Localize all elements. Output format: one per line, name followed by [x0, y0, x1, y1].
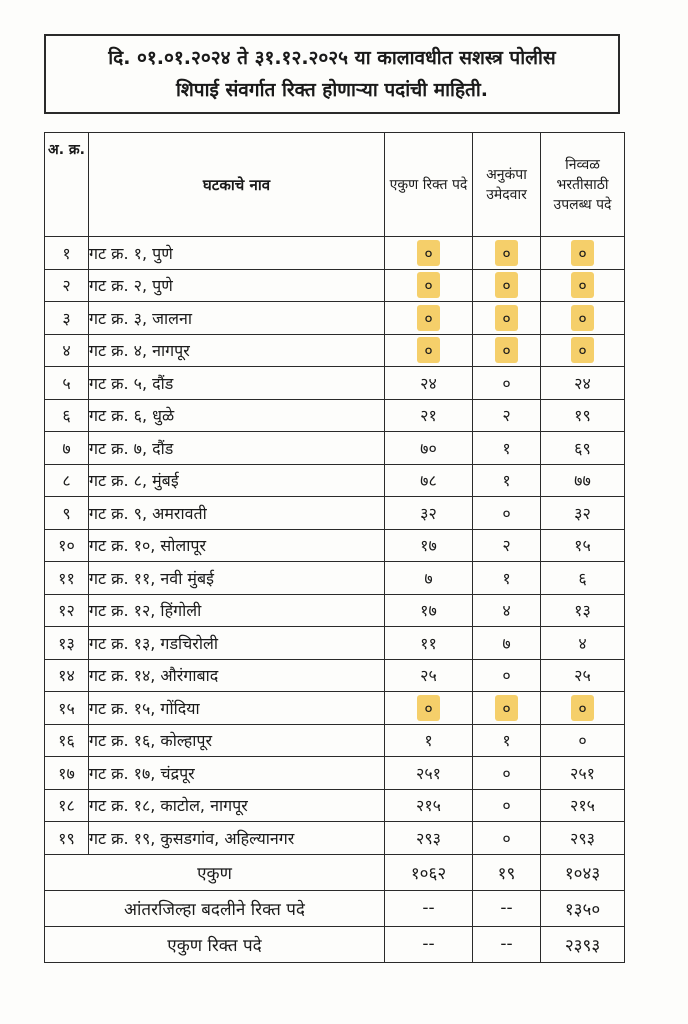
row-unit-name-cell-value: गट क्र. ५, दौंड — [89, 373, 174, 393]
table-row — [45, 529, 625, 562]
row-anukampa-cell — [473, 724, 541, 757]
row-total-cell — [385, 692, 473, 725]
row-unit-name-cell-value: गट क्र. ३, जालना — [89, 308, 192, 328]
row-total-cell — [385, 627, 473, 660]
row-sr-cell — [45, 269, 89, 302]
row-anukampa-cell — [473, 464, 541, 497]
row-net-cell-value: ० — [571, 695, 593, 721]
row-total-cell — [385, 464, 473, 497]
row-anukampa-cell-value: ० — [502, 666, 511, 686]
summary-net-cell: १०४३ — [541, 854, 625, 890]
row-sr-cell-value: १८ — [58, 796, 75, 816]
row-unit-name-cell-value: गट क्र. १८, काटोल, नागपूर — [89, 796, 248, 816]
row-total-cell — [385, 237, 473, 270]
row-unit-name-cell — [89, 594, 385, 627]
row-anukampa-cell-value: १ — [502, 731, 511, 751]
row-sr-cell-value: १ — [62, 243, 71, 263]
row-anukampa-cell-value: ० — [502, 828, 511, 848]
row-anukampa-cell-value: ० — [495, 305, 517, 331]
row-total-cell — [385, 399, 473, 432]
summary-net-cell: १३५० — [541, 890, 625, 926]
row-net-cell-value: ० — [571, 272, 593, 298]
row-net-cell-value: ४ — [578, 633, 587, 653]
row-unit-name-cell-value: गट क्र. १६, कोल्हापूर — [89, 731, 213, 751]
table-row — [45, 302, 625, 335]
row-net-cell — [541, 692, 625, 725]
row-anukampa-cell — [473, 432, 541, 465]
row-total-cell — [385, 529, 473, 562]
row-unit-name-cell — [89, 334, 385, 367]
row-unit-name-cell-value: गट क्र. १७, चंद्रपूर — [89, 763, 195, 783]
row-sr-cell-value: ४ — [62, 341, 71, 361]
summary-anukampa-cell: १९ — [473, 854, 541, 890]
row-anukampa-cell-value: ० — [495, 240, 517, 266]
row-anukampa-cell-value: ० — [495, 272, 517, 298]
row-net-cell — [541, 237, 625, 270]
row-anukampa-cell-value: ० — [495, 337, 517, 363]
row-unit-name-cell-value: गट क्र. १९, कुसडगांव, अहिल्यानगर — [89, 828, 295, 848]
row-total-cell — [385, 757, 473, 790]
row-net-cell-value: २४ — [574, 373, 591, 393]
row-anukampa-cell-value: १ — [502, 438, 511, 458]
row-net-cell-value: ० — [571, 305, 593, 331]
row-unit-name-cell — [89, 789, 385, 822]
row-sr-cell — [45, 529, 89, 562]
row-total-cell — [385, 432, 473, 465]
row-unit-name-cell — [89, 367, 385, 400]
row-unit-name-cell-value: गट क्र. ४, नागपूर — [89, 341, 190, 361]
row-anukampa-cell-value: ७ — [502, 633, 511, 653]
table-row — [45, 594, 625, 627]
row-anukampa-cell-value: २ — [502, 536, 511, 556]
row-sr-cell — [45, 334, 89, 367]
row-sr-cell-value: ८ — [62, 471, 71, 491]
table-row — [45, 724, 625, 757]
row-total-cell — [385, 594, 473, 627]
row-anukampa-cell-value: ० — [502, 763, 511, 783]
row-net-cell-value: २९३ — [570, 828, 595, 848]
row-total-cell-value: ३२ — [420, 503, 437, 523]
row-anukampa-cell — [473, 789, 541, 822]
row-anukampa-cell-value: ० — [495, 695, 517, 721]
row-net-cell-value: ० — [571, 240, 593, 266]
table-row — [45, 334, 625, 367]
row-total-cell-value: २९३ — [416, 828, 441, 848]
row-total-cell-value: १ — [424, 731, 433, 751]
row-sr-cell — [45, 237, 89, 270]
row-total-cell-value: १७ — [420, 536, 437, 556]
row-sr-cell-value: १४ — [58, 666, 75, 686]
row-total-cell-value: २५१ — [416, 763, 441, 783]
row-anukampa-cell — [473, 692, 541, 725]
row-sr-cell-value: ९ — [62, 503, 71, 523]
table-row — [45, 399, 625, 432]
row-net-cell — [541, 432, 625, 465]
row-anukampa-cell — [473, 497, 541, 530]
row-net-cell-value: ० — [571, 337, 593, 363]
row-sr-cell — [45, 659, 89, 692]
row-total-cell-value: २१ — [420, 406, 437, 426]
row-total-cell — [385, 367, 473, 400]
row-sr-cell — [45, 822, 89, 855]
table-row — [45, 789, 625, 822]
row-total-cell-value: २१५ — [416, 796, 441, 816]
row-sr-cell — [45, 789, 89, 822]
row-sr-cell — [45, 627, 89, 660]
row-net-cell — [541, 497, 625, 530]
table-row — [45, 464, 625, 497]
row-total-cell-value: ११ — [420, 633, 437, 653]
row-unit-name-cell — [89, 822, 385, 855]
row-sr-cell-value: १७ — [58, 763, 75, 783]
row-total-cell-value: १७ — [420, 601, 437, 621]
vacancy-table — [44, 132, 625, 963]
row-unit-name-cell-value: गट क्र. १४, औरंगाबाद — [89, 666, 219, 686]
row-total-cell — [385, 789, 473, 822]
row-anukampa-cell — [473, 822, 541, 855]
row-net-cell — [541, 724, 625, 757]
row-sr-cell — [45, 692, 89, 725]
row-anukampa-cell-value: १ — [502, 568, 511, 588]
row-net-cell — [541, 302, 625, 335]
row-sr-cell-value: १९ — [58, 828, 75, 848]
header-sr: अ. क्र. — [45, 133, 89, 237]
row-net-cell — [541, 822, 625, 855]
row-unit-name-cell-value: गट क्र. १२, हिंगोली — [89, 601, 202, 621]
row-net-cell — [541, 659, 625, 692]
row-unit-name-cell — [89, 269, 385, 302]
summary-label: आंतरजिल्हा बदलीने रिक्त पदे — [45, 890, 385, 926]
table-row — [45, 237, 625, 270]
row-unit-name-cell — [89, 497, 385, 530]
row-unit-name-cell-value: गट क्र. ९, अमरावती — [89, 503, 207, 523]
row-total-cell — [385, 497, 473, 530]
row-total-cell-value: ७८ — [420, 471, 437, 491]
row-net-cell — [541, 757, 625, 790]
table-row — [45, 757, 625, 790]
row-unit-name-cell-value: गट क्र. ७, दौंड — [89, 438, 174, 458]
row-net-cell — [541, 562, 625, 595]
row-sr-cell-value: ११ — [58, 568, 75, 588]
row-unit-name-cell — [89, 529, 385, 562]
row-anukampa-cell — [473, 659, 541, 692]
summary-total-cell: १०६२ — [385, 854, 473, 890]
summary-total-cell: -- — [385, 890, 473, 926]
summary-net-cell: २३९३ — [541, 926, 625, 962]
row-net-cell-value: ६९ — [574, 438, 591, 458]
row-total-cell-value: ० — [417, 695, 439, 721]
summary-row — [45, 890, 625, 926]
title-line-1: दि. ०१.०१.२०२४ ते ३१.१२.२०२५ या कालावधीत सशस्त्र पोलीस — [108, 47, 556, 69]
row-unit-name-cell — [89, 659, 385, 692]
table-header-row — [45, 133, 625, 237]
summary-row — [45, 854, 625, 890]
row-unit-name-cell-value: गट क्र. १५, गोंदिया — [89, 698, 200, 718]
header-net-available: निव्वळ भरतीसाठी उपलब्ध पदे — [541, 133, 625, 237]
row-net-cell-value: ० — [578, 731, 587, 751]
row-total-cell-value: ० — [417, 305, 439, 331]
row-unit-name-cell-value: गट क्र. २, पुणे — [89, 276, 173, 296]
row-unit-name-cell — [89, 432, 385, 465]
row-sr-cell-value: ३ — [62, 308, 71, 328]
summary-label: एकुण रिक्त पदे — [45, 926, 385, 962]
header-anukampa: अनुकंपा उमेदवार — [473, 133, 541, 237]
row-unit-name-cell-value: गट क्र. ८, मुंबई — [89, 471, 179, 491]
document-title — [44, 34, 620, 114]
row-unit-name-cell-value: गट क्र. ११, नवी मुंबई — [89, 568, 214, 588]
row-unit-name-cell — [89, 562, 385, 595]
row-unit-name-cell — [89, 757, 385, 790]
row-unit-name-cell — [89, 399, 385, 432]
header-total-vacancies: एकुण रिक्त पदे — [385, 133, 473, 237]
row-anukampa-cell — [473, 237, 541, 270]
row-total-cell-value: ० — [417, 337, 439, 363]
row-net-cell-value: १३ — [574, 601, 591, 621]
row-anukampa-cell — [473, 269, 541, 302]
row-total-cell-value: ७ — [424, 568, 433, 588]
row-net-cell-value: २५ — [574, 666, 591, 686]
row-anukampa-cell — [473, 334, 541, 367]
row-net-cell — [541, 464, 625, 497]
row-anukampa-cell — [473, 594, 541, 627]
row-sr-cell — [45, 594, 89, 627]
row-total-cell — [385, 562, 473, 595]
row-sr-cell-value: २ — [62, 276, 71, 296]
row-sr-cell-value: ७ — [62, 438, 71, 458]
row-sr-cell — [45, 724, 89, 757]
table-row — [45, 692, 625, 725]
row-anukampa-cell — [473, 562, 541, 595]
row-total-cell — [385, 269, 473, 302]
row-anukampa-cell — [473, 399, 541, 432]
row-unit-name-cell — [89, 464, 385, 497]
row-net-cell-value: ६ — [578, 568, 587, 588]
table-row — [45, 562, 625, 595]
row-sr-cell-value: १५ — [58, 698, 75, 718]
row-net-cell — [541, 334, 625, 367]
row-unit-name-cell — [89, 237, 385, 270]
row-anukampa-cell — [473, 529, 541, 562]
row-sr-cell — [45, 367, 89, 400]
row-total-cell — [385, 334, 473, 367]
row-net-cell-value: ३२ — [574, 503, 591, 523]
row-anukampa-cell-value: २ — [502, 406, 511, 426]
row-sr-cell — [45, 562, 89, 595]
table-row — [45, 822, 625, 855]
row-unit-name-cell-value: गट क्र. १, पुणे — [89, 243, 173, 263]
row-net-cell-value: १९ — [574, 406, 591, 426]
row-sr-cell-value: ५ — [62, 373, 71, 393]
row-net-cell-value: २५१ — [570, 763, 595, 783]
summary-label: एकुण — [45, 854, 385, 890]
row-anukampa-cell — [473, 302, 541, 335]
row-net-cell-value: १५ — [574, 536, 591, 556]
row-unit-name-cell — [89, 302, 385, 335]
row-sr-cell — [45, 399, 89, 432]
row-anukampa-cell — [473, 757, 541, 790]
row-anukampa-cell-value: १ — [502, 471, 511, 491]
row-sr-cell — [45, 432, 89, 465]
row-sr-cell — [45, 464, 89, 497]
table-row — [45, 367, 625, 400]
row-net-cell — [541, 627, 625, 660]
row-total-cell — [385, 724, 473, 757]
row-anukampa-cell-value: ० — [502, 503, 511, 523]
row-net-cell — [541, 269, 625, 302]
row-unit-name-cell — [89, 724, 385, 757]
row-anukampa-cell-value: ० — [502, 373, 511, 393]
row-unit-name-cell-value: गट क्र. ६, धुळे — [89, 406, 175, 426]
title-line-2: शिपाई संवर्गात रिक्त होणाऱ्या पदांची माहिती. — [175, 79, 489, 101]
row-total-cell — [385, 302, 473, 335]
row-total-cell-value: ० — [417, 240, 439, 266]
row-anukampa-cell — [473, 627, 541, 660]
row-net-cell-value: ७७ — [574, 471, 591, 491]
row-sr-cell — [45, 757, 89, 790]
row-sr-cell-value: ६ — [62, 406, 71, 426]
table-row — [45, 269, 625, 302]
row-total-cell — [385, 822, 473, 855]
row-sr-cell-value: १२ — [58, 601, 75, 621]
table-row — [45, 659, 625, 692]
row-unit-name-cell-value: गट क्र. १०, सोलापूर — [89, 536, 207, 556]
row-net-cell — [541, 789, 625, 822]
table-row — [45, 432, 625, 465]
row-unit-name-cell — [89, 627, 385, 660]
row-sr-cell-value: १३ — [58, 633, 75, 653]
row-sr-cell-value: १६ — [58, 731, 75, 751]
row-net-cell — [541, 367, 625, 400]
summary-total-cell: -- — [385, 926, 473, 962]
row-net-cell — [541, 594, 625, 627]
row-sr-cell-value: १० — [58, 536, 75, 556]
header-unit-name: घटकाचे नाव — [89, 133, 385, 237]
row-unit-name-cell-value: गट क्र. १३, गडचिरोली — [89, 633, 218, 653]
row-sr-cell — [45, 497, 89, 530]
table-row — [45, 627, 625, 660]
row-net-cell — [541, 399, 625, 432]
row-total-cell-value: २४ — [420, 373, 437, 393]
summary-row — [45, 926, 625, 962]
row-total-cell-value: २५ — [420, 666, 437, 686]
row-total-cell-value: ० — [417, 272, 439, 298]
summary-anukampa-cell: -- — [473, 890, 541, 926]
row-anukampa-cell-value: ० — [502, 796, 511, 816]
row-anukampa-cell — [473, 367, 541, 400]
row-sr-cell — [45, 302, 89, 335]
summary-anukampa-cell: -- — [473, 926, 541, 962]
table-row — [45, 497, 625, 530]
row-unit-name-cell — [89, 692, 385, 725]
row-anukampa-cell-value: ४ — [502, 601, 511, 621]
row-total-cell-value: ७० — [420, 438, 437, 458]
row-net-cell-value: २१५ — [570, 796, 595, 816]
row-total-cell — [385, 659, 473, 692]
row-net-cell — [541, 529, 625, 562]
